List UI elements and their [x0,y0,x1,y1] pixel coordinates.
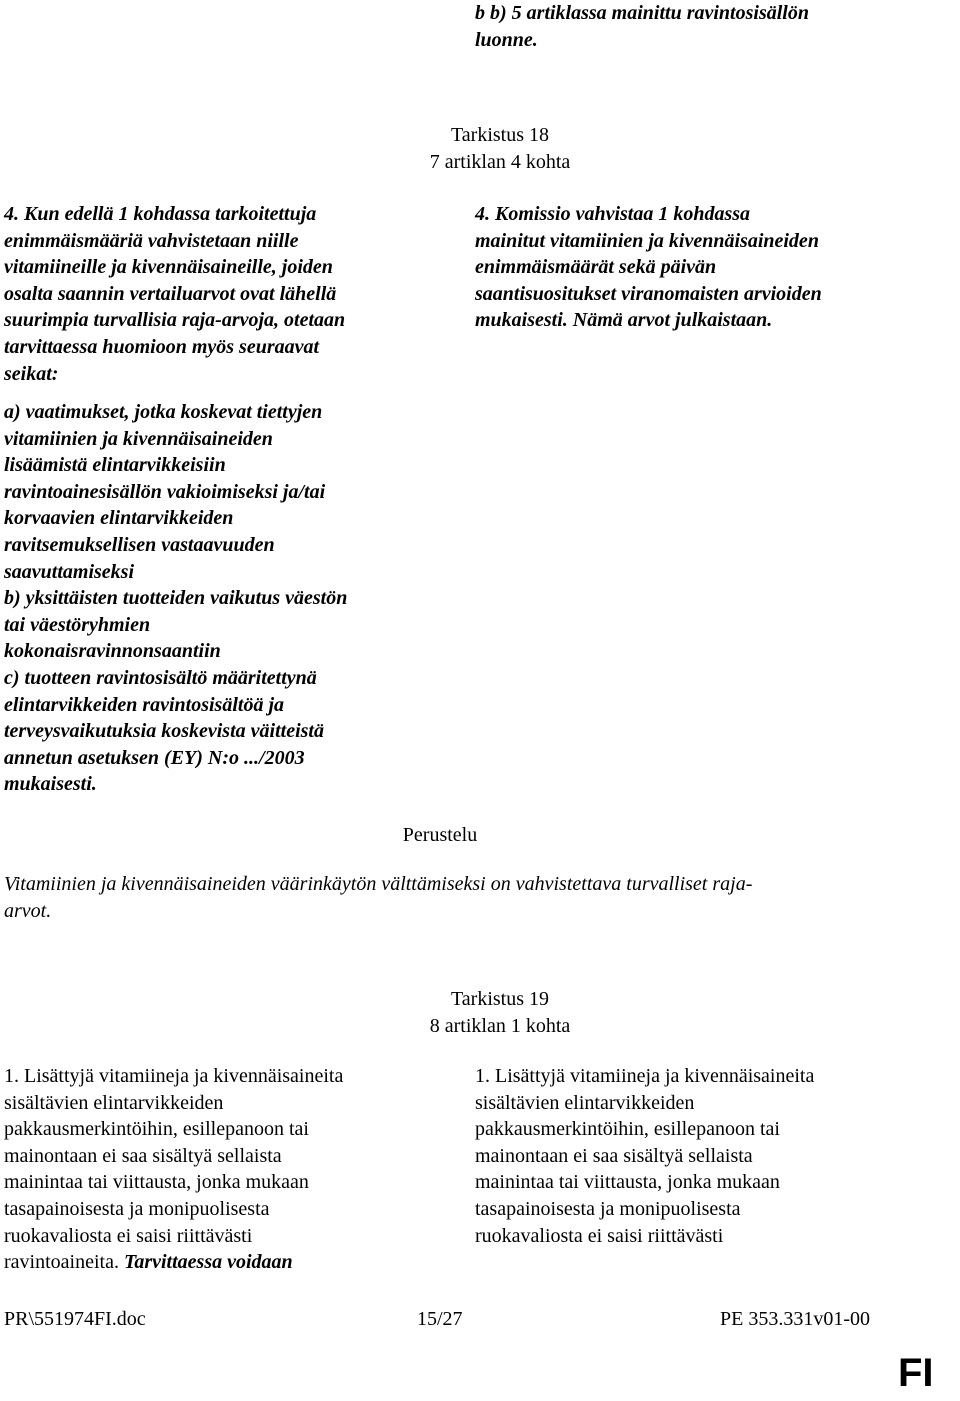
amendment-19-left-text: 1. Lisättyjä vitamiineja ja kivennäisaineita sisältävien elintarvikkeiden pakkausmerkintöihin, esillepanoon tai mainontaan ei saa sisältyä sellaista mainintaa tai viittausta, jonka mukaan tasapainoisesta ja monipuolisesta ruokavaliosta ei saisi riittävästi ravintoaineita. [4,1065,344,1274]
amendment-19-heading [240,986,760,1040]
amendment-19-left-added: Tarvittaessa voidaan [123,1251,293,1274]
amendment-19-left [4,1063,444,1276]
amendment-19-article: 8 artiklan 1 kohta [429,1015,571,1037]
amendment-18-left-list: a) vaatimukset, jotka koskevat tiettyjen vitamiinien ja kivennäisaineiden lisäämistä elintarvikkeisiin ravintoainesisällön vakioimiseksi ja/tai korvaavien elintarvikkeiden ravitsemuksellisen vastaavuuden saavuttamiseksi b) yksittäisten tuotteiden vaikutus väestön tai väestöryhmien kokonaisravinnonsaantiin c) tuotteen ravintosisältö määritettynä elintarvikkeiden ravintosisältöä ja terveysvaikutuksia koskevista väitteistä annetun asetuksen (EY) N:o .../2003 mukaisesti. [4,401,348,796]
amendment-18-article: 7 artiklan 4 kohta [429,151,571,173]
amendment-19-number: Tarkistus 19 [450,988,550,1010]
amendment-18-number: Tarkistus 18 [450,124,550,146]
amendment-18-right: 4. Komissio vahvistaa 1 kohdassa mainitut vitamiinien ja kivennäisaineiden enimmäismäärät sekä päivän saantisuositukset viranomaisten arvioiden mukaisesti. Nämä arvot julkaistaan. [475,203,822,332]
amendment-19-right: 1. Lisättyjä vitamiineja ja kivennäisaineita sisältävien elintarvikkeiden pakkausmerkintöihin, esillepanoon tai mainontaan ei saa sisältyä sellaista mainintaa tai viittausta, jonka mukaan tasapainoisesta ja monipuolisesta ruokavaliosta ei saisi riittävästi [475,1065,815,1247]
justification-text: Vitamiinien ja kivennäisaineiden väärinkäytön välttämiseksi on vahvistettava turvalliset raja- arvot. [4,873,753,922]
footer-doc-ref: PR\551974FI.doc [4,1308,146,1330]
footer-language-code: FI [898,1351,934,1395]
top-right-continuation: b b) 5 artiklassa mainittu ravintosisällön luonne. [475,2,809,51]
footer-pe-ref: PE 353.331v01-00 [720,1308,870,1330]
amendment-18-heading [240,122,760,176]
amendment-18-left-intro: 4. Kun edellä 1 kohdassa tarkoitettuja enimmäismääriä vahvistetaan niille vitamiineille ja kivennäisaineille, joiden osalta saannin vertailuarvot ovat lähellä suurimpia turvallisia raja-arvoja, otetaan tarvittaessa huomioon myös seuraavat seikat: [4,203,346,385]
justification-heading: Perustelu [402,824,478,846]
footer-page-number: 15/27 [417,1308,463,1330]
